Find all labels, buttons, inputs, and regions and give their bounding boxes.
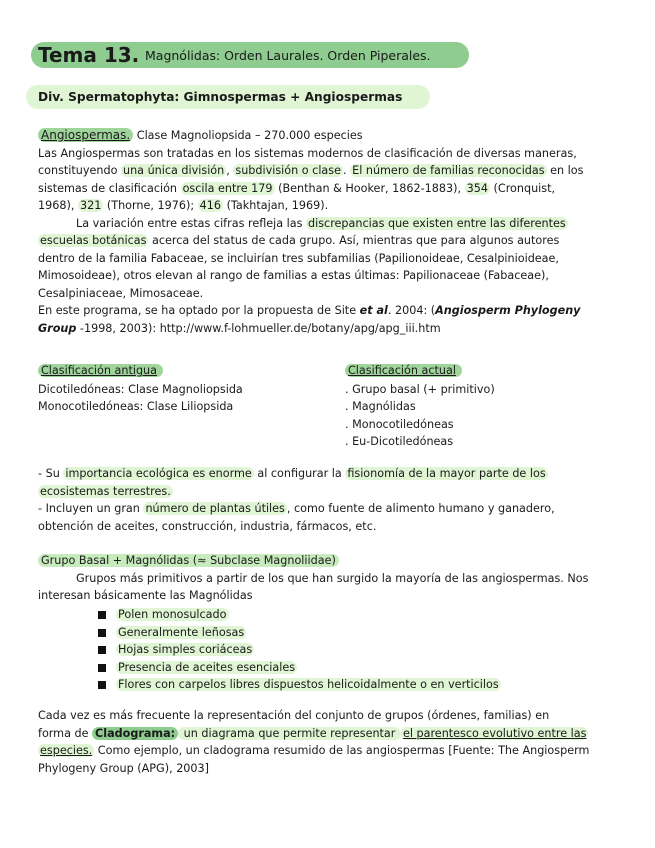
basal-group-header: Grupo Basal + Magnólidas (≈ Subclase Magnoliidae) — [38, 554, 339, 567]
intro-paragraph: Angiospermas. Clase Magnoliopsida – 270.000 especies Las Angiospermas son tratadas en los sistemas modernos de clasificación de diversas maneras, constituyendo una única división , subdivisión o clase . El número de familias reconocidas en los sistemas de clasificación oscila entre 179 (Benthan & Hooker, 1862-1883), 354 (Cronquist, 1968), 321 (Thorne, 1976); 416 (Takhtajan, 1969). La variación entre estas cifras refleja las discrepancias que existen entre las diferentes escuelas botánicas acerca del status de cada grupo. Así, mientras que para algunos autores dentro de la familia Fabaceae, se incluirían tres subfamilias (Papilionoideae, Cesalpinioideae, Mimosoideae), otros elevan al rango de familias a estas últimas: Papilionaceae (Fabaceae), Cesalpiniaceae, Mimosaceae. En este programa, se ha optado por la propuesta de Site et al. 2004: (Angiosperm Phylogeny Group -1998, 2003): http://www.f-lohmueller.de/botany/apg/apg_iii.htm — [38, 128, 584, 335]
list-item: Generalmente leñosas — [98, 624, 501, 642]
magnolid-features — [98, 606, 501, 694]
list-item: Presencia de aceites esenciales — [98, 659, 501, 677]
list-item: . Eu-Dicotiledóneas — [345, 435, 454, 448]
page-subtitle: Magnólidas: Orden Laurales. Orden Piperales. — [145, 48, 431, 63]
importance-paragraph: - Su importancia ecológica es enorme al configurar la fisionomía de la mayor parte de los ecosistemas terrestres. - Incluyen un gran número de plantas útiles , como fuente de alimento humano y ganadero, obtención de aceites, construcción, industria, fármacos, etc. — [38, 467, 555, 533]
list-item: Flores con carpelos libres dispuestos helicoidalmente o en verticilos — [98, 676, 501, 694]
list-item: . Monocotiledóneas — [345, 417, 454, 431]
old-classification — [38, 362, 243, 416]
cladogram-paragraph: Cada vez es más frecuente la representación del conjunto de grupos (órdenes, familias) en forma de Cladograma: un diagrama que permite representar el parentesco evolutivo entre las especies. Como ejemplo, un cladograma resumido de las angiospermas [Fuente: The Angiosperm Phylogeny Group (APG), 2003] — [38, 709, 590, 775]
bullet-icon — [98, 611, 106, 619]
bullet-icon — [98, 646, 106, 654]
list-item: . Magnólidas — [345, 400, 416, 413]
list-item: Hojas simples coriáceas — [98, 641, 501, 659]
bullet-icon — [98, 681, 106, 689]
bullet-icon — [98, 629, 106, 637]
new-classification-header: Clasificación actual — [345, 364, 462, 377]
list-item: Dicotiledóneas: Clase Magnoliopsida — [38, 382, 243, 396]
cladograma-term: Cladograma: — [92, 727, 178, 740]
basal-group-section: Grupo Basal + Magnólidas (≈ Subclase Magnoliidae) Grupos más primitivos a partir de los que han surgido la mayoría de las angiospermas. Nos interesan básicamente las Magnólidas — [38, 554, 589, 602]
page-title: Tema 13. — [38, 43, 140, 67]
division-heading: Div. Spermatophyta: Gimnospermas + Angiospermas — [38, 90, 403, 104]
angiospermas-term: Angiospermas. — [38, 128, 133, 142]
list-item: . Grupo basal (+ primitivo) — [345, 382, 495, 396]
list-item: Monocotiledóneas: Clase Liliopsida — [38, 400, 234, 413]
list-item: Polen monosulcado — [98, 606, 501, 624]
bullet-icon — [98, 664, 106, 672]
new-classification — [345, 362, 495, 451]
old-classification-header: Clasificación antigua — [38, 364, 163, 377]
